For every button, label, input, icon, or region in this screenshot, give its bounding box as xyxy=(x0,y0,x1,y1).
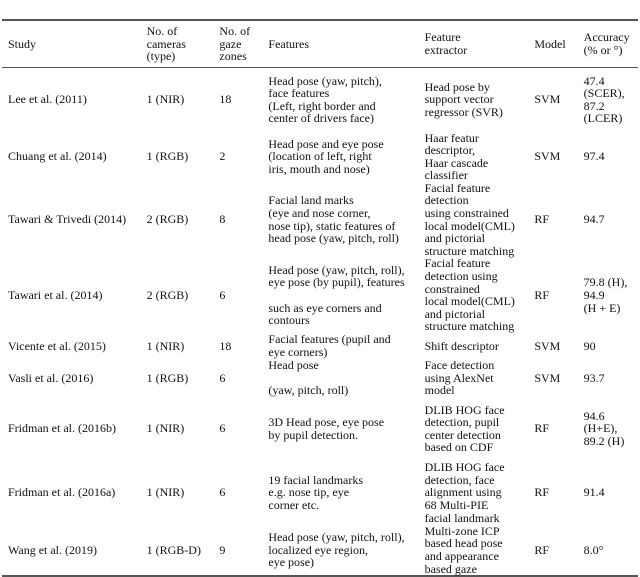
cell-line: 18 xyxy=(219,338,232,353)
cell-line: localized eye region, xyxy=(268,542,369,557)
cell-line: (H+E), xyxy=(583,421,618,436)
table-row xyxy=(2,333,638,359)
cell-line: Accuracy xyxy=(583,30,630,45)
cell-line: (LCER) xyxy=(583,111,623,126)
cell-cameras xyxy=(141,525,214,576)
cell-line: Study xyxy=(8,36,37,51)
cell-line: SVM xyxy=(534,149,561,164)
cell-accuracy xyxy=(578,132,638,182)
cell-line: Haar featur xyxy=(424,130,479,145)
cell-line: based gaze xyxy=(424,561,477,576)
cell-line: using constrained xyxy=(424,206,509,221)
cell-line: SVM xyxy=(534,92,561,107)
cell-features xyxy=(262,257,418,333)
cell-cameras xyxy=(141,461,214,525)
cell-line: 91.4 xyxy=(583,485,605,500)
cell-line: DLIB HOG face xyxy=(424,402,505,417)
cell-line: 97.4 xyxy=(583,149,605,164)
cell-line: Features xyxy=(268,36,310,51)
cell-line: Head pose and eye pose xyxy=(268,136,384,151)
cell-study xyxy=(2,182,141,258)
cell-line: 2 xyxy=(219,149,226,164)
cell-line: (location of left, right xyxy=(268,149,372,164)
cell-line: Head pose (yaw, pitch, roll), xyxy=(268,530,405,545)
cell-features xyxy=(262,68,418,132)
cell-line: local model(CML) xyxy=(424,294,515,309)
cell-zones xyxy=(213,182,262,258)
cell-features xyxy=(262,397,418,461)
cell-line: 1 (NIR) xyxy=(146,485,185,500)
comparison-table xyxy=(2,19,638,577)
cell-line: center of drivers face) xyxy=(268,111,374,126)
cell-line: 6 xyxy=(219,421,226,436)
cell-zones xyxy=(213,68,262,132)
cell-zones xyxy=(213,257,262,333)
cell-line: 6 xyxy=(219,370,226,385)
cell-extractor xyxy=(419,182,529,258)
cell-model xyxy=(528,461,577,525)
cell-line: 1 (RGB-D) xyxy=(146,542,201,557)
cell-line: 90 xyxy=(583,338,596,353)
cell-line: detection, face xyxy=(424,472,495,487)
cell-zones xyxy=(213,333,262,359)
cell-line: 47.4 xyxy=(583,73,605,88)
cell-zones xyxy=(213,132,262,182)
cell-extractor xyxy=(419,461,529,525)
cell-line: regressor (SVR) xyxy=(424,105,503,120)
table-row xyxy=(2,132,638,182)
table-row xyxy=(2,257,638,333)
cell-cameras xyxy=(141,132,214,182)
cell-line: SVM xyxy=(534,338,561,353)
cell-cameras xyxy=(141,68,214,132)
cell-line: 6 xyxy=(219,485,226,500)
cell-accuracy xyxy=(578,525,638,576)
cell-line: RF xyxy=(534,542,550,557)
cell-line: (eye and nose corner, xyxy=(268,206,371,221)
cell-line: Head pose (yaw, pitch), xyxy=(268,73,382,88)
cell-line: based head pose xyxy=(424,536,503,551)
cell-line: constrained xyxy=(424,281,480,296)
cell-line: and pictorial xyxy=(424,231,485,246)
cell-line: cameras xyxy=(146,36,186,51)
cell-line: such as eye corners and xyxy=(268,300,382,315)
cell-extractor xyxy=(419,397,529,461)
cell-line: 18 xyxy=(219,92,232,107)
cell-line: 68 Multi-PIE xyxy=(424,498,489,513)
cell-cameras xyxy=(141,257,214,333)
cell-features xyxy=(262,359,418,397)
cell-line: face features xyxy=(268,86,330,101)
cell-study xyxy=(2,397,141,461)
cell-line: Shift descriptor xyxy=(424,338,499,353)
cell-line: 8 xyxy=(219,212,226,227)
table-row xyxy=(2,461,638,525)
cell-line: and appearance xyxy=(424,548,499,563)
cell-line: corner etc. xyxy=(268,498,320,513)
cell-line: Vicente et al. (2015) xyxy=(8,338,106,353)
cell-accuracy xyxy=(578,182,638,258)
cell-accuracy xyxy=(578,333,638,359)
cell-cameras xyxy=(141,397,214,461)
cell-line: 1 (NIR) xyxy=(146,421,185,436)
cell-extractor xyxy=(419,132,529,182)
cell-line: contours xyxy=(268,313,310,328)
cell-line: Tawari et al. (2014) xyxy=(8,287,103,302)
header-features xyxy=(262,20,418,68)
cell-model xyxy=(528,333,577,359)
cell-line: Chuang et al. (2014) xyxy=(8,149,107,164)
cell-line: (% or °) xyxy=(583,43,623,57)
cell-line: detection, pupil xyxy=(424,415,500,430)
cell-line: classifier xyxy=(424,168,468,183)
cell-line: 93.7 xyxy=(583,370,605,385)
cell-features xyxy=(262,333,418,359)
cell-line: 6 xyxy=(219,287,226,302)
table-row xyxy=(2,525,638,576)
cell-line: 1 (NIR) xyxy=(146,338,185,353)
cell-extractor xyxy=(419,257,529,333)
cell-line: nose tip), static features of xyxy=(268,218,396,233)
cell-study xyxy=(2,333,141,359)
cell-features xyxy=(262,132,418,182)
cell-line: RF xyxy=(534,212,550,227)
cell-line: Facial feature xyxy=(424,180,491,195)
cell-line: eye pose) xyxy=(268,555,315,570)
cell-line: descriptor, xyxy=(424,143,476,158)
header-model xyxy=(528,20,577,68)
cell-line: 2 (RGB) xyxy=(146,287,189,302)
cell-line: 19 facial landmarks xyxy=(268,472,364,487)
cell-model xyxy=(528,257,577,333)
cell-line: 3D Head pose, eye pose xyxy=(268,415,385,430)
cell-features xyxy=(262,525,418,576)
cell-line: 79.8 (H), xyxy=(583,275,628,290)
cell-study xyxy=(2,359,141,397)
header-row xyxy=(2,20,638,68)
cell-line: eye pose (by pupil), features xyxy=(268,275,405,290)
cell-line: extractor xyxy=(424,43,468,57)
cell-study xyxy=(2,132,141,182)
cell-line: head pose (yaw, pitch, roll) xyxy=(268,231,399,246)
header-study xyxy=(2,20,141,68)
cell-line: structure matching xyxy=(424,319,515,334)
cell-line: RF xyxy=(534,287,550,302)
cell-line: e.g. nose tip, eye xyxy=(268,485,350,500)
cell-line: facial landmark xyxy=(424,510,500,525)
cell-line: Wang et al. (2019) xyxy=(8,542,98,557)
cell-line: Head pose (yaw, pitch, roll), xyxy=(268,262,405,277)
cell-line: alignment using xyxy=(424,485,502,500)
cell-line: 1 (RGB) xyxy=(146,370,189,385)
cell-model xyxy=(528,525,577,576)
cell-line: No. of xyxy=(146,24,178,39)
cell-line: Face detection xyxy=(424,358,495,372)
table-row xyxy=(2,68,638,132)
cell-study xyxy=(2,525,141,576)
cell-line: 2 (RGB) xyxy=(146,212,189,227)
cell-zones xyxy=(213,397,262,461)
table-row xyxy=(2,182,638,258)
header-accuracy xyxy=(578,20,638,68)
header-cameras xyxy=(141,20,214,68)
cell-line: 1 (RGB) xyxy=(146,149,189,164)
cell-line: using AlexNet xyxy=(424,370,494,385)
cell-accuracy xyxy=(578,68,638,132)
table-row xyxy=(2,359,638,397)
cell-line: 9 xyxy=(219,542,226,557)
cell-model xyxy=(528,359,577,397)
cell-study xyxy=(2,68,141,132)
cell-line: (Left, right border and xyxy=(268,98,376,113)
cell-line: Facial land marks xyxy=(268,193,354,208)
cell-line: (SCER), xyxy=(583,86,625,101)
cell-zones xyxy=(213,525,262,576)
cell-study xyxy=(2,257,141,333)
cell-line: SVM xyxy=(534,370,561,385)
cell-line: Fridman et al. (2016a) xyxy=(8,485,116,500)
cell-zones xyxy=(213,359,262,397)
cell-line: Head pose xyxy=(268,358,319,372)
cell-line: support vector xyxy=(424,92,494,107)
cell-extractor xyxy=(419,333,529,359)
cell-line: Facial feature xyxy=(424,256,491,271)
cell-line: 89.2 (H) xyxy=(583,434,625,449)
cell-line: 94.6 xyxy=(583,408,605,423)
cell-model xyxy=(528,182,577,258)
cell-line: Head pose by xyxy=(424,79,490,94)
cell-zones xyxy=(213,461,262,525)
cell-line: eye corners) xyxy=(268,345,328,359)
cell-line: iris, mouth and nose) xyxy=(268,161,370,176)
cell-features xyxy=(262,461,418,525)
cell-line: RF xyxy=(534,421,550,436)
cell-line: by pupil detection. xyxy=(268,427,359,442)
cell-line xyxy=(268,289,414,302)
cell-cameras xyxy=(141,359,214,397)
table-row xyxy=(2,397,638,461)
cell-accuracy xyxy=(578,461,638,525)
cell-accuracy xyxy=(578,359,638,397)
cell-line: 94.7 xyxy=(583,212,605,227)
cell-line: (H + E) xyxy=(583,300,621,315)
cell-line: center detection xyxy=(424,427,501,442)
cell-line: Model xyxy=(534,36,566,51)
cell-extractor xyxy=(419,359,529,397)
cell-line: Multi-zone ICP xyxy=(424,523,500,538)
cell-model xyxy=(528,68,577,132)
header-zones xyxy=(213,20,262,68)
cell-line: detection using xyxy=(424,269,498,284)
cell-accuracy xyxy=(578,397,638,461)
header-extractor xyxy=(419,20,529,68)
cell-line: 94.9 xyxy=(583,287,605,302)
cell-line: (yaw, pitch, roll) xyxy=(268,383,349,398)
cell-line: and pictorial xyxy=(424,306,485,321)
cell-line: 8.0° xyxy=(583,542,604,557)
cell-line: gaze xyxy=(219,36,242,51)
cell-line: Vasli et al. (2016) xyxy=(8,370,94,385)
cell-accuracy xyxy=(578,257,638,333)
cell-line: zones xyxy=(219,49,247,64)
cell-line: Facial features (pupil and xyxy=(268,332,391,347)
cell-extractor xyxy=(419,525,529,576)
cell-model xyxy=(528,397,577,461)
cell-cameras xyxy=(141,182,214,258)
cell-line: model xyxy=(424,383,455,398)
cell-line: detection xyxy=(424,193,469,208)
cell-study xyxy=(2,461,141,525)
cell-cameras xyxy=(141,333,214,359)
cell-line: local model(CML) xyxy=(424,218,515,233)
cell-line: 87.2 xyxy=(583,98,605,113)
cell-model xyxy=(528,132,577,182)
cell-extractor xyxy=(419,68,529,132)
cell-line: 1 (NIR) xyxy=(146,92,185,107)
cell-line: No. of xyxy=(219,24,251,39)
cell-line: DLIB HOG face xyxy=(424,460,505,475)
cell-line: based on CDF xyxy=(424,440,494,455)
cell-line: Fridman et al. (2016b) xyxy=(8,421,116,436)
cell-line: structure matching xyxy=(424,243,515,258)
cell-line: RF xyxy=(534,485,550,500)
cell-line: Haar cascade xyxy=(424,155,489,170)
cell-features xyxy=(262,182,418,258)
cell-line: Feature xyxy=(424,30,461,45)
cell-line: Tawari & Trivedi (2014) xyxy=(8,212,127,227)
cell-line: Lee et al. (2011) xyxy=(8,92,87,107)
cell-line: (type) xyxy=(146,49,176,64)
